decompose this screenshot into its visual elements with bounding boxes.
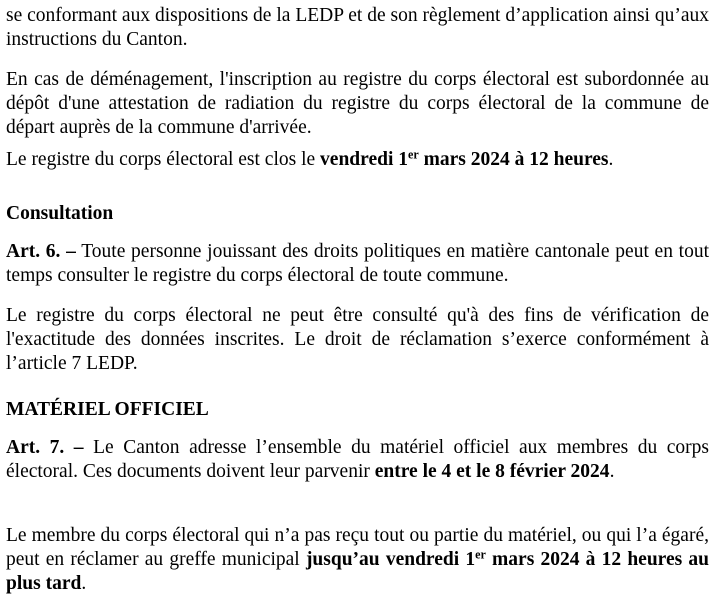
registre-clos-lead: Le registre du corps électoral est clos le: [6, 149, 321, 170]
paragraph-demenagement-text: En cas de déménagement, l'inscription au registre du corps électoral est subordonnée au dépôt d'une attestation de radiation du registre du corps électoral de la commune de départ auprès de la commune d'arrivée.: [6, 69, 709, 138]
paragraph-materiel-2: [6, 524, 709, 596]
heading-materiel-officiel-text: MATÉRIEL OFFICIEL: [6, 399, 209, 420]
article-7-text: Le Canton adresse l’ensemble du matériel officiel aux membres du corps électoral. Ces documents doivent leur parvenir: [6, 437, 710, 482]
article-7-label: Art. 7. –: [6, 437, 84, 458]
heading-consultation: [6, 202, 709, 226]
paragraph-consultation-2: [6, 304, 709, 376]
registre-clos-date-part1: vendredi 1: [320, 149, 408, 170]
paragraph-consultation-2-text: Le registre du corps électoral ne peut être consulté qu'à des fins de vérification de l'exactitude des données inscrites. Le droit de réclamation s’exerce conformément à l’article 7 LEDP.: [6, 305, 709, 374]
article-6-label: Art. 6. –: [6, 241, 76, 262]
registre-clos-tail: .: [608, 149, 614, 170]
paragraph-intro: [6, 4, 709, 52]
paragraph-materiel-2-deadline-sup: er: [475, 547, 486, 562]
paragraph-materiel-2-tail: .: [81, 573, 87, 594]
heading-materiel-officiel: [6, 398, 709, 422]
paragraph-demenagement: [6, 68, 709, 140]
article-6: [6, 240, 709, 288]
article-6-text: Toute personne jouissant des droits politiques en matière cantonale peut en tout temps consulter le registre du corps électoral de toute commune.: [6, 241, 709, 286]
registre-clos-date-sup: er: [408, 147, 419, 162]
article-7-tail: .: [609, 461, 615, 482]
registre-clos-date-part2: mars 2024 à 12 heures: [418, 149, 609, 170]
heading-consultation-text: Consultation: [6, 203, 114, 224]
paragraph-materiel-2-lead: Le membre du corps électoral qui n’a pas reçu tout ou partie du matériel, ou qui l’a égaré, peut en réclamer au greffe municipal: [6, 525, 709, 570]
article-7-dates: entre le 4 et le 8 février 2024: [374, 461, 610, 482]
paragraph-materiel-2-deadline-part1: jusqu’au vendredi 1: [305, 549, 476, 570]
paragraph-materiel-2-deadline-part2: mars 2024 à 12 heures au plus tard: [6, 549, 709, 594]
paragraph-registre-clos: [6, 148, 709, 172]
article-7: [6, 436, 709, 484]
paragraph-intro-text: se conformant aux dispositions de la LEDP et de son règlement d’application ainsi qu’aux instructions du Canton.: [6, 5, 709, 50]
